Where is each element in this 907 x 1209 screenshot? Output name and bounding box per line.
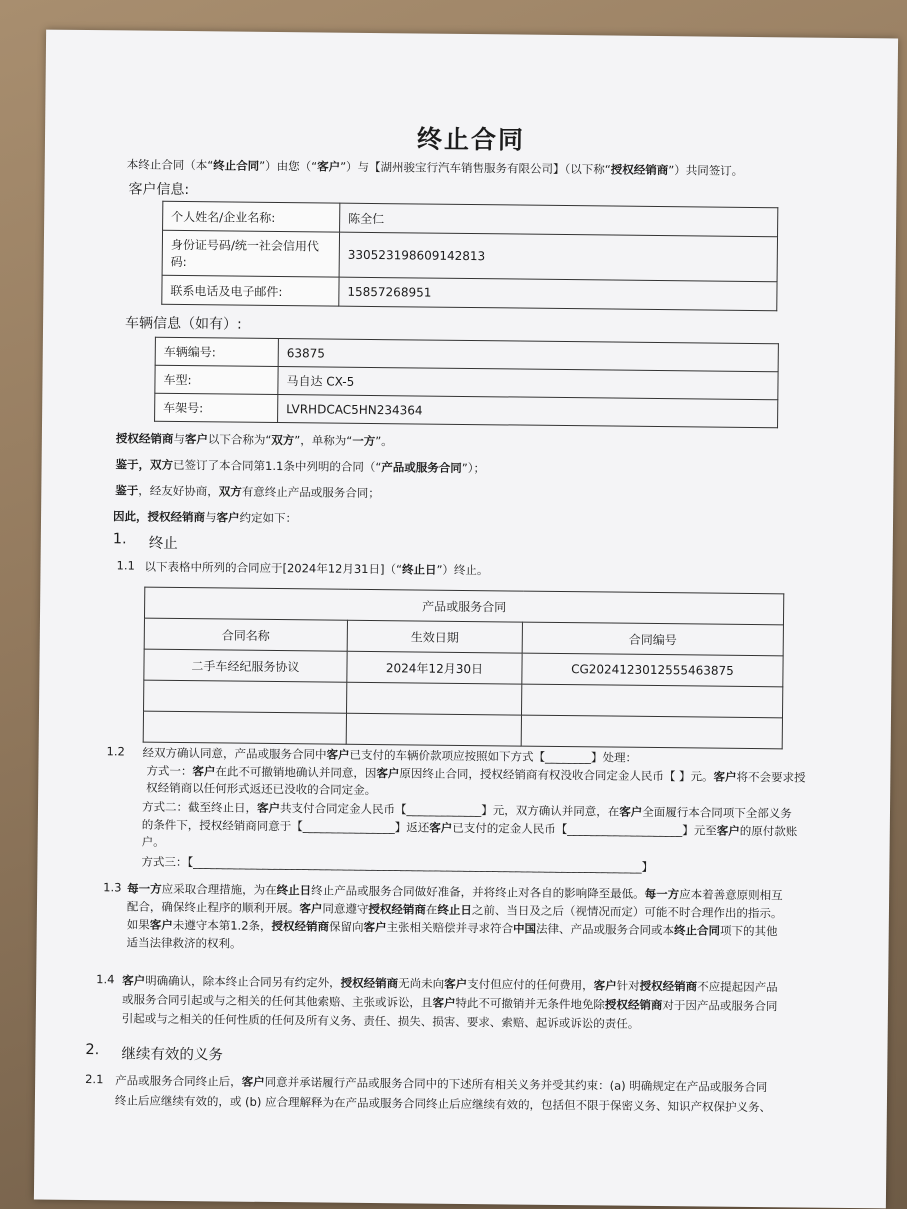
- empty-cell: [346, 713, 521, 746]
- text-run: 项下的其他: [719, 923, 778, 939]
- text-run: 同意遵守: [322, 901, 369, 916]
- bold-run: 客户: [317, 159, 341, 174]
- bold-run: 终止合同: [213, 158, 260, 173]
- bold-run: 每一方: [127, 881, 162, 896]
- text-run: 终止产品或服务合同做好准备，并将终止对各自的影响降至最低。: [311, 883, 645, 901]
- bold-run: 客户: [149, 917, 173, 932]
- vehicle-info-heading: 车辆信息（如有）:: [124, 315, 242, 333]
- bold-run: 产品或服务合同: [381, 460, 462, 475]
- text-run: 同意并承诺履行产品或服务合同中的下述所有相关义务并受其约束：(a) 明确规定在产品或服务合同: [264, 1074, 768, 1095]
- text-run: 适当法律救济的权利。: [126, 935, 242, 951]
- text-run: 方式一：: [146, 763, 193, 779]
- vehicle-number-label: 车辆编号:: [155, 337, 278, 366]
- bold-run: 客户: [713, 769, 737, 784]
- customer-info-heading: 客户信息:: [128, 181, 190, 199]
- text-run: 支付但应付的任何费用，: [467, 977, 594, 993]
- name-label: 个人姓名/企业名称:: [163, 201, 340, 232]
- bold-run: 客户: [716, 823, 740, 838]
- empty-cell: [144, 680, 347, 713]
- empty-cell: [521, 684, 782, 718]
- text-run: 已签订了本合同第1.1条中列明的合同（“: [173, 457, 382, 475]
- recital-therefore: [113, 508, 297, 527]
- text-run: 的原付款账: [739, 823, 798, 839]
- name-value: 陈全仁: [340, 203, 778, 237]
- text-run: 或服务合同引起或与之相关的任何其他索赔、主张或诉讼，且: [121, 992, 433, 1010]
- bold-run: 授权经销商: [639, 978, 698, 994]
- clause-2-1-number: 2.1: [85, 1072, 104, 1087]
- text-run: 已支付的定金人民币【____________________】元至: [452, 820, 717, 838]
- text-run: ”）；: [461, 460, 486, 476]
- bold-run: 客户: [216, 510, 240, 525]
- bold-run: 客户: [429, 820, 453, 835]
- bold-run: 鉴于，双方: [115, 457, 174, 472]
- contact-value: 15857268951: [339, 277, 777, 311]
- text-run: 有意终止产品或服务合同；: [241, 484, 380, 501]
- bold-run: 授权经销商: [340, 975, 399, 991]
- text-run: 明确确认，除本终止合同另有约定外，: [145, 973, 341, 990]
- text-run: 之前、当日及之后（视情况而定）可能不时合理作出的指示。: [471, 903, 783, 921]
- text-run: 本终止合同（本“: [126, 157, 214, 173]
- id-label: 身份证号码/统一社会信用代码:: [162, 230, 339, 277]
- bold-run: 一方: [352, 433, 376, 449]
- text-run: 在: [425, 902, 438, 917]
- vehicle-model-value: 马自达 CX-5: [278, 367, 778, 400]
- text-run: 如果: [126, 917, 150, 932]
- text-run: 全面履行本合同项下全部义务: [642, 804, 792, 821]
- text-run: 方式三：【______________________________________________________________________________】: [141, 854, 654, 874]
- customer-info-table: [161, 201, 778, 311]
- text-run: ，经友好协商，: [138, 483, 219, 499]
- recital-parties: [116, 430, 393, 450]
- bold-run: 每一方: [644, 886, 680, 902]
- bold-run: 客户: [363, 919, 387, 935]
- text-run: 对于因产品或服务合同: [662, 998, 778, 1014]
- bold-run: 双方: [271, 432, 295, 448]
- bold-run: 终止合同: [673, 923, 721, 938]
- text-run: 原因终止合同，授权经销商有权没收合同定金人民币【 】元。: [399, 766, 714, 784]
- clause-1-3-line-4: [126, 934, 241, 952]
- empty-cell: [143, 711, 346, 744]
- text-run: ”）共同签订。: [668, 163, 744, 178]
- effective-date-cell: 2024年12月30日: [347, 651, 522, 684]
- text-run: 的条件下，授权经销商同意于【________________】返还: [141, 817, 430, 835]
- text-run: 产品或服务合同终止后，: [115, 1073, 242, 1089]
- text-run: 以下合称为“: [207, 432, 272, 447]
- clause-1-4-number: 1.4: [96, 972, 115, 987]
- page-title: 终止合同: [416, 124, 526, 155]
- text-run: ”）与【湖州骏宝行汽车销售服务有限公司】（以下称“: [340, 159, 611, 177]
- bold-run: 客户: [241, 1074, 265, 1089]
- bold-run: 双方: [218, 484, 242, 499]
- bold-run: 客户: [432, 995, 456, 1010]
- bold-run: 客户: [376, 766, 400, 781]
- clause-2-1-line-2: [115, 1092, 771, 1116]
- table-row: [162, 230, 777, 281]
- text-run: ”。: [375, 434, 393, 449]
- text-run: 法律、产品或服务合同或本: [535, 921, 675, 938]
- empty-cell: [347, 682, 522, 715]
- clause-1-4-line-3: [122, 1010, 640, 1032]
- bold-run: 授权经销商: [271, 918, 330, 934]
- table-row: [155, 393, 778, 428]
- section-2-number: 2.: [85, 1042, 100, 1059]
- clause-1-2-line-3: [146, 780, 376, 799]
- text-run: 针对: [616, 978, 640, 993]
- bold-run: 终止日: [437, 902, 473, 918]
- text-run: 与: [173, 431, 185, 447]
- clause-1-1-text: [144, 559, 488, 580]
- bold-run: 授权经销商: [368, 901, 427, 917]
- bold-run: 客户: [444, 976, 468, 992]
- text-run: 保留向: [328, 919, 364, 934]
- text-run: 权经销商以任何形式返还已没收的合同定金。: [146, 780, 377, 798]
- bold-run: 客户: [593, 978, 617, 993]
- text-run: 在此不可撤销地确认并同意，因: [215, 764, 377, 781]
- section-1-title: 终止: [148, 535, 178, 552]
- bold-run: 授权经销商: [115, 431, 174, 446]
- contact-label: 联系电话及电子邮件:: [162, 275, 339, 306]
- text-run: 已支付的车辆价款项应按照如下方式【________】处理：: [349, 747, 638, 765]
- text-run: 以下表格中所列的合同应于[2024年12月31日]（“: [144, 559, 403, 577]
- vehicle-model-label: 车型:: [155, 365, 278, 394]
- text-run: ”，单称为“: [294, 433, 353, 448]
- text-run: 约定如下：: [239, 510, 298, 526]
- clause-1-2-line-6: [142, 834, 165, 851]
- text-run: 终止后应继续有效的，或 (b) 应合理解释为在产品或服务合同终止后应继续有效的，包括但不限于保密义务、知识产权保护义务、: [114, 1093, 772, 1115]
- text-run: 方式二：截至终止日，: [141, 799, 258, 815]
- document-page: [34, 30, 898, 1209]
- contract-table-caption: 产品或服务合同: [144, 587, 783, 625]
- recital-whereas-1: [116, 456, 486, 477]
- bold-run: 鉴于: [115, 483, 139, 498]
- table-row: [162, 275, 777, 310]
- text-run: 配合，确保终止程序的顺利开展。: [126, 899, 300, 916]
- bold-run: 中国: [512, 921, 537, 936]
- text-run: 引起或与之相关的任何性质的任何及所有义务、责任、损失、损害、要求、索赔、起诉或诉讼的责任。: [121, 1011, 640, 1031]
- clause-1-1-number: 1.1: [116, 558, 135, 573]
- vin-value: LVRHDCAC5HN234364: [278, 395, 778, 428]
- text-run: 与: [204, 510, 217, 525]
- bold-run: 客户: [122, 973, 146, 988]
- section-1-number: 1.: [112, 531, 127, 548]
- text-run: 未遵守本第1.2条，: [172, 917, 272, 933]
- text-run: ”）终止。: [436, 562, 489, 578]
- vin-label: 车架号:: [155, 393, 278, 422]
- text-run: 主张相关赔偿并寻求符合: [386, 920, 514, 936]
- intro-paragraph: [127, 156, 744, 178]
- bold-run: 终止日: [401, 562, 437, 577]
- bold-run: 客户: [299, 901, 323, 916]
- bold-run: 客户: [619, 804, 643, 819]
- header-contract-name: 合同名称: [144, 618, 347, 651]
- bold-run: 客户: [192, 764, 216, 779]
- text-run: 经双方确认同意，产品或服务合同中: [142, 745, 327, 762]
- section-2-title: 继续有效的义务: [121, 1046, 223, 1064]
- text-run: 无尚未向: [398, 976, 445, 991]
- bold-run: 客户: [184, 432, 208, 447]
- bold-run: 授权经销商: [610, 162, 669, 178]
- contract-table: [143, 587, 785, 750]
- bold-run: 终止日: [276, 883, 312, 898]
- text-run: 将不会要求授: [736, 769, 806, 785]
- recital-whereas-2: [115, 482, 380, 502]
- text-run: 特此不可撤销并无条件地免除: [455, 995, 606, 1012]
- contract-number-cell: CG2024123012555463875: [522, 653, 783, 687]
- bold-run: 因此，授权经销商: [112, 509, 206, 525]
- bold-run: 客户: [326, 747, 350, 762]
- id-value: 330523198609142813: [339, 232, 777, 282]
- clause-1-3-number: 1.3: [103, 880, 122, 895]
- clause-1-2-number: 1.2: [106, 744, 125, 759]
- header-effective-date: 生效日期: [347, 620, 522, 653]
- table-row: [143, 711, 782, 749]
- header-contract-number: 合同编号: [522, 622, 783, 656]
- text-run: ”）由您（“: [259, 158, 318, 174]
- text-run: 共支付合同定金人民币【_____________】元，双方确认并同意，在: [279, 801, 620, 819]
- empty-cell: [521, 715, 782, 749]
- bold-run: 授权经销商: [604, 997, 663, 1013]
- vehicle-number-value: 63875: [278, 339, 778, 372]
- text-run: 应采取合理措施，为在: [161, 881, 277, 898]
- bold-run: 客户: [256, 800, 281, 816]
- clause-1-2-line-7: [141, 854, 653, 876]
- contract-name-cell: 二手车经纪服务协议: [144, 649, 347, 682]
- text-run: 应本着善意原则相互: [679, 887, 783, 903]
- text-run: 户。: [141, 834, 165, 849]
- vehicle-info-table: [154, 337, 779, 429]
- text-run: 不应提起因产品: [697, 979, 778, 995]
